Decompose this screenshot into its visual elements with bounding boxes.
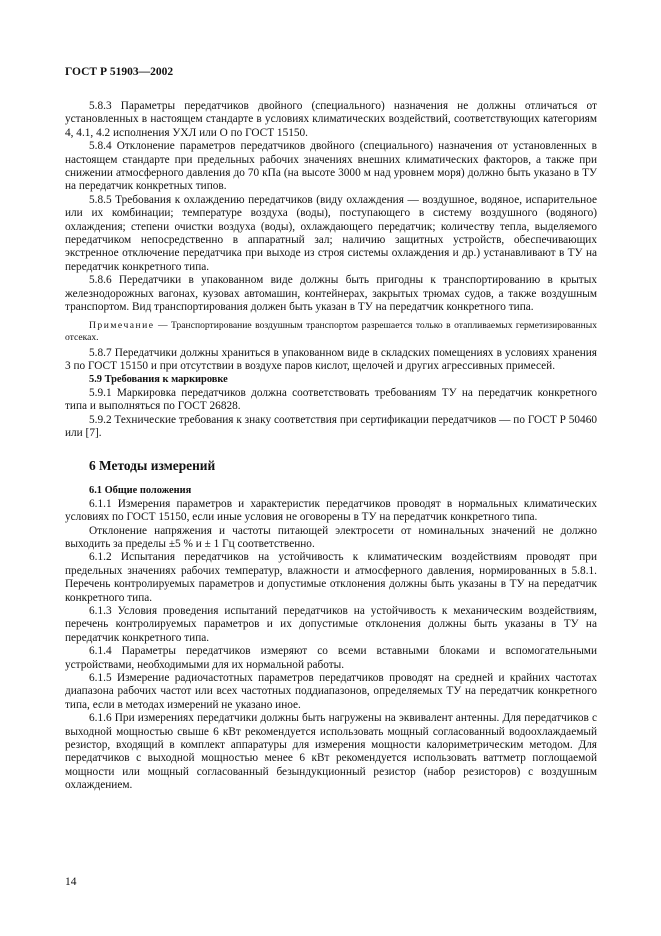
paragraph: 6.1.6 При измерениях передатчики должны быть нагружены на эквивалент антенны. Для передатчиков с выходной мощностью свыше 6 кВт рекомендуется использовать мощный согласованный водоохлаждаемый резистор, входящий в комплект аппаратуры для измерения мощности калориметрическим методом. Для передатчиков с выходной мощностью менее 6 кВт рекомендуется использовать ваттметр поглощаемой мощности или мощный согласованный безындукционный резистор (набор резисторов) с воздушным охлаждением. [65,712,597,792]
paragraph: 5.8.6 Передатчики в упакованном виде должны быть пригодны к транспортированию в крытых железнодорожных вагонах, кузовах автомашин, контейнерах, закрытых трюмах судов, а также воздушным транспортом. Вид транспортирования должен быть указан в ТУ на передатчик конкретного типа. [65,274,597,314]
paragraph: 5.9.1 Маркировка передатчиков должна соответствовать требованиям ТУ на передатчик конкретного типа и выполняться по ГОСТ 26828. [65,386,597,413]
note [65,320,597,344]
note-text: — Транспортирование воздушным транспортом разрешается только в отапливаемых герметизированных отсеках. [65,319,597,343]
paragraph: 6.1.2 Испытания передатчиков на устойчивость к климатическим воздействиям проводят при предельных значениях рабочих температур, влажности и атмосферного давления, нормированных в 5.8.1. Перечень контролируемых параметров и допустимые отклонения должны быть указаны в ТУ на передатчик конкретного типа. [65,551,597,604]
section-heading: 6 Методы измерений [89,458,216,474]
paragraph: 6.1.4 Параметры передатчиков измеряют со всеми вставными блоками и вспомогательными устройствами, необходимыми для их нормальной работы. [65,645,597,671]
subsection-heading: 6.1 Общие положения [89,485,192,497]
page-number: 14 [65,876,77,888]
paragraph: 6.1.1 Измерения параметров и характеристик передатчиков проводят в нормальных климатических условиях по ГОСТ 15150, если иные условия не оговорены в ТУ на передатчик конкретного типа. [65,497,597,524]
paragraph: 6.1.3 Условия проведения испытаний передатчиков на устойчивость к механическим воздействиям, перечень контролируемых параметров и их допустимые отклонения должны быть указаны в ТУ на передатчик конкретного типа. [65,605,597,644]
page-header: ГОСТ Р 51903—2002 [65,66,174,78]
paragraph: 5.8.5 Требования к охлаждению передатчиков (виду охлаждения — воздушное, водяное, испарительное или их комбинации; температуре воздуха (воды), поступающего в систему воздушного (водяного) охлаждения; степени очистки воздуха (воды), охлаждающего передатчик; количеству тепла, выделяемого передатчиком непосредственно в аппаратный зал; наличию защитных устройств, обеспечивающих экстренное отключение передатчика при выходе из строя системы охлаждения и др.) устанавливают в ТУ на передатчик конкретного типа. [65,193,597,273]
paragraph: 6.1.5 Измерение радиочастотных параметров передатчиков проводят на средней и крайних частотах диапазона рабочих частот или всех частотных поддиапазонов, определяемых ТУ на передатчик конкретного типа, если в методах измерений не указано иное. [65,672,597,711]
paragraph: Отклонение напряжения и частоты питающей электросети от номинальных значений не должно выходить за пределы ±5 % и ± 1 Гц соответственно. [65,524,597,550]
paragraph: 5.8.7 Передатчики должны храниться в упакованном виде в складских помещениях в условиях хранения 3 по ГОСТ 15150 и при отсутствии в воздухе паров кислот, щелочей и других агрессивных примесей. [65,346,597,372]
paragraph: 5.9.2 Технические требования к знаку соответствия при сертификации передатчиков — по ГОСТ Р 50460 или [7]. [65,413,597,439]
subsection-heading: 5.9 Требования к маркировке [89,374,228,386]
paragraph: 5.8.3 Параметры передатчиков двойного (специального) назначения не должны отличаться от установленных в настоящем стандарте в условиях климатических воздействий, соответствующих категориям 4, 4.1, 4.2 исполнения УХЛ или О по ГОСТ 15150. [65,100,597,139]
paragraph: 5.8.4 Отклонение параметров передатчиков двойного (специального) назначения от установленных в настоящем стандарте при предельных рабочих значениях внешних климатических факторов, а также при снижении атмосферного давления до 70 кПа (на высоте 3000 м над уровнем моря) должно быть указано в ТУ на передатчик конкретных типов. [65,140,597,193]
note-label: Примечание [89,319,155,331]
document-body [65,100,597,793]
